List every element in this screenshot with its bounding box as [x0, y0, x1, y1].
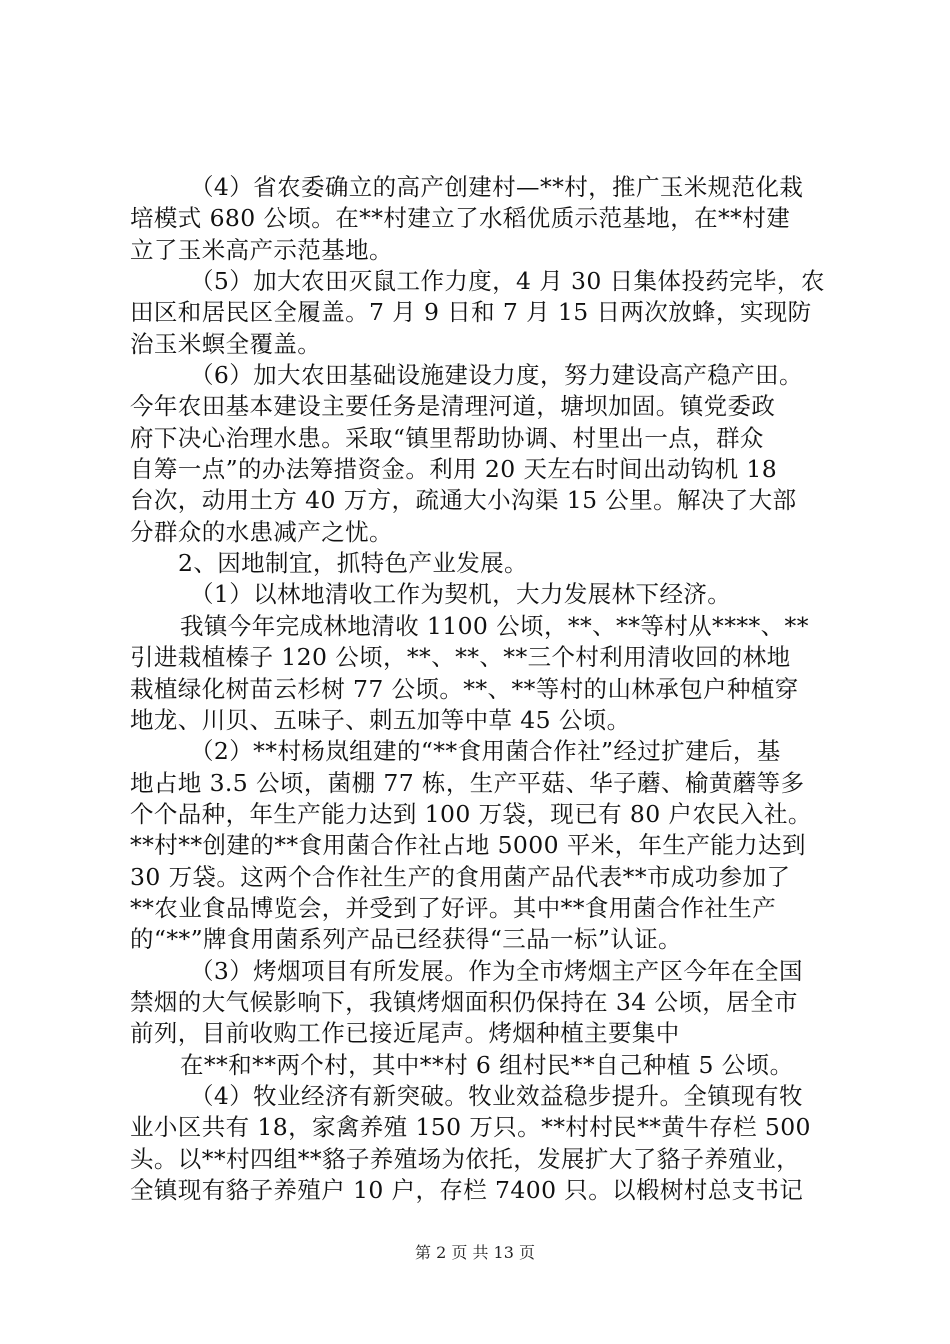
page-number-footer: 第 2 页 共 13 页 — [415, 1243, 535, 1262]
text-line: 30 万袋。这两个合作社生产的食用菌产品代表**市成功参加了 — [130, 862, 791, 891]
text-line: 的“**”牌食用菌系列产品已经获得“三品一标”认证。 — [130, 925, 682, 954]
text-line: （6）加大农田基础设施建设力度，努力建设高产稳产田。 — [190, 361, 803, 390]
text-line: 全镇现有貉子养殖户 10 户，存栏 7400 只。以椴树村总支书记 — [130, 1176, 804, 1204]
text-line: （5）加大农田灭鼠工作力度，4 月 30 日集体投药完毕，农 — [190, 267, 825, 296]
text-line: 地龙、川贝、五味子、刺五加等中草 45 公顷。 — [130, 705, 631, 734]
text-line: **农业食品博览会，并受到了好评。其中**食用菌合作社生产 — [130, 893, 777, 922]
text-line: （3）烤烟项目有所发展。作为全市烤烟主产区今年在全国 — [190, 956, 803, 985]
text-line: （4）牧业经济有新突破。牧业效益稳步提升。全镇现有牧 — [190, 1081, 803, 1110]
text-line: 今年农田基本建设主要任务是清理河道，塘坝加固。镇党委政 — [130, 392, 776, 421]
text-line: 立了玉米高产示范基地。 — [130, 235, 393, 264]
text-line: 头。以**村四组**貉子养殖场为依托，发展扩大了貉子养殖业， — [130, 1144, 800, 1173]
text-line: 府下决心治理水患。采取“镇里帮助协调、村里出一点，群众 — [130, 423, 764, 452]
text-line: 田区和居民区全履盖。7 月 9 日和 7 月 15 日两次放蜂，实现防 — [130, 298, 812, 327]
section-heading: 2、因地制宜，抓特色产业发展。 — [178, 549, 528, 578]
text-line: 个个品种，年生产能力达到 100 万袋，现已有 80 户农民入社。 — [130, 799, 812, 828]
text-line: 培模式 680 公顷。在**村建立了水稻优质示范基地，在**村建 — [130, 204, 791, 233]
text-line: 在**和**两个村，其中**村 6 组村民**自己种植 5 公顷。 — [180, 1050, 794, 1079]
text-line: （1）以林地清收工作为契机，大力发展林下经济。 — [190, 580, 732, 609]
text-line: 栽植绿化树苗云杉树 77 公顷。**、**等村的山林承包户种植穿 — [130, 674, 799, 703]
text-line: 前列，目前收购工作已接近尾声。烤烟种植主要集中 — [130, 1019, 680, 1048]
text-line: 我镇今年完成林地清收 1100 公顷，**、**等村从****、** — [180, 611, 809, 640]
text-line: **村**创建的**食用菌合作社占地 5000 平米，年生产能力达到 — [130, 831, 806, 860]
text-line: （4）省农委确立的高产创建村—**村，推广玉米规范化栽 — [190, 173, 804, 201]
text-line: 分群众的水患减产之忧。 — [130, 517, 393, 546]
text-line: 治玉米螟全覆盖。 — [130, 329, 322, 358]
text-line: 地占地 3.5 公顷，菌棚 77 栋，生产平菇、华子蘑、榆黄蘑等多 — [130, 768, 805, 797]
text-line: （2）**村杨岚组建的“**食用菌合作社”经过扩建后，基 — [190, 737, 781, 766]
text-line: 台次，动用土方 40 万方，疏通大小沟渠 15 公里。解决了大部 — [130, 486, 797, 515]
text-line: 业小区共有 18，家禽养殖 150 万只。**村村民**黄牛存栏 500 — [130, 1113, 811, 1142]
text-line: 自筹一点”的办法筹措资金。利用 20 天左右时间出动钩机 18 — [130, 455, 778, 484]
text-line: 禁烟的大气候影响下，我镇烤烟面积仍保持在 34 公顷，居全市 — [130, 987, 798, 1016]
text-line: 引进栽植榛子 120 公顷，**、**、**三个村利用清收回的林地 — [130, 643, 791, 672]
